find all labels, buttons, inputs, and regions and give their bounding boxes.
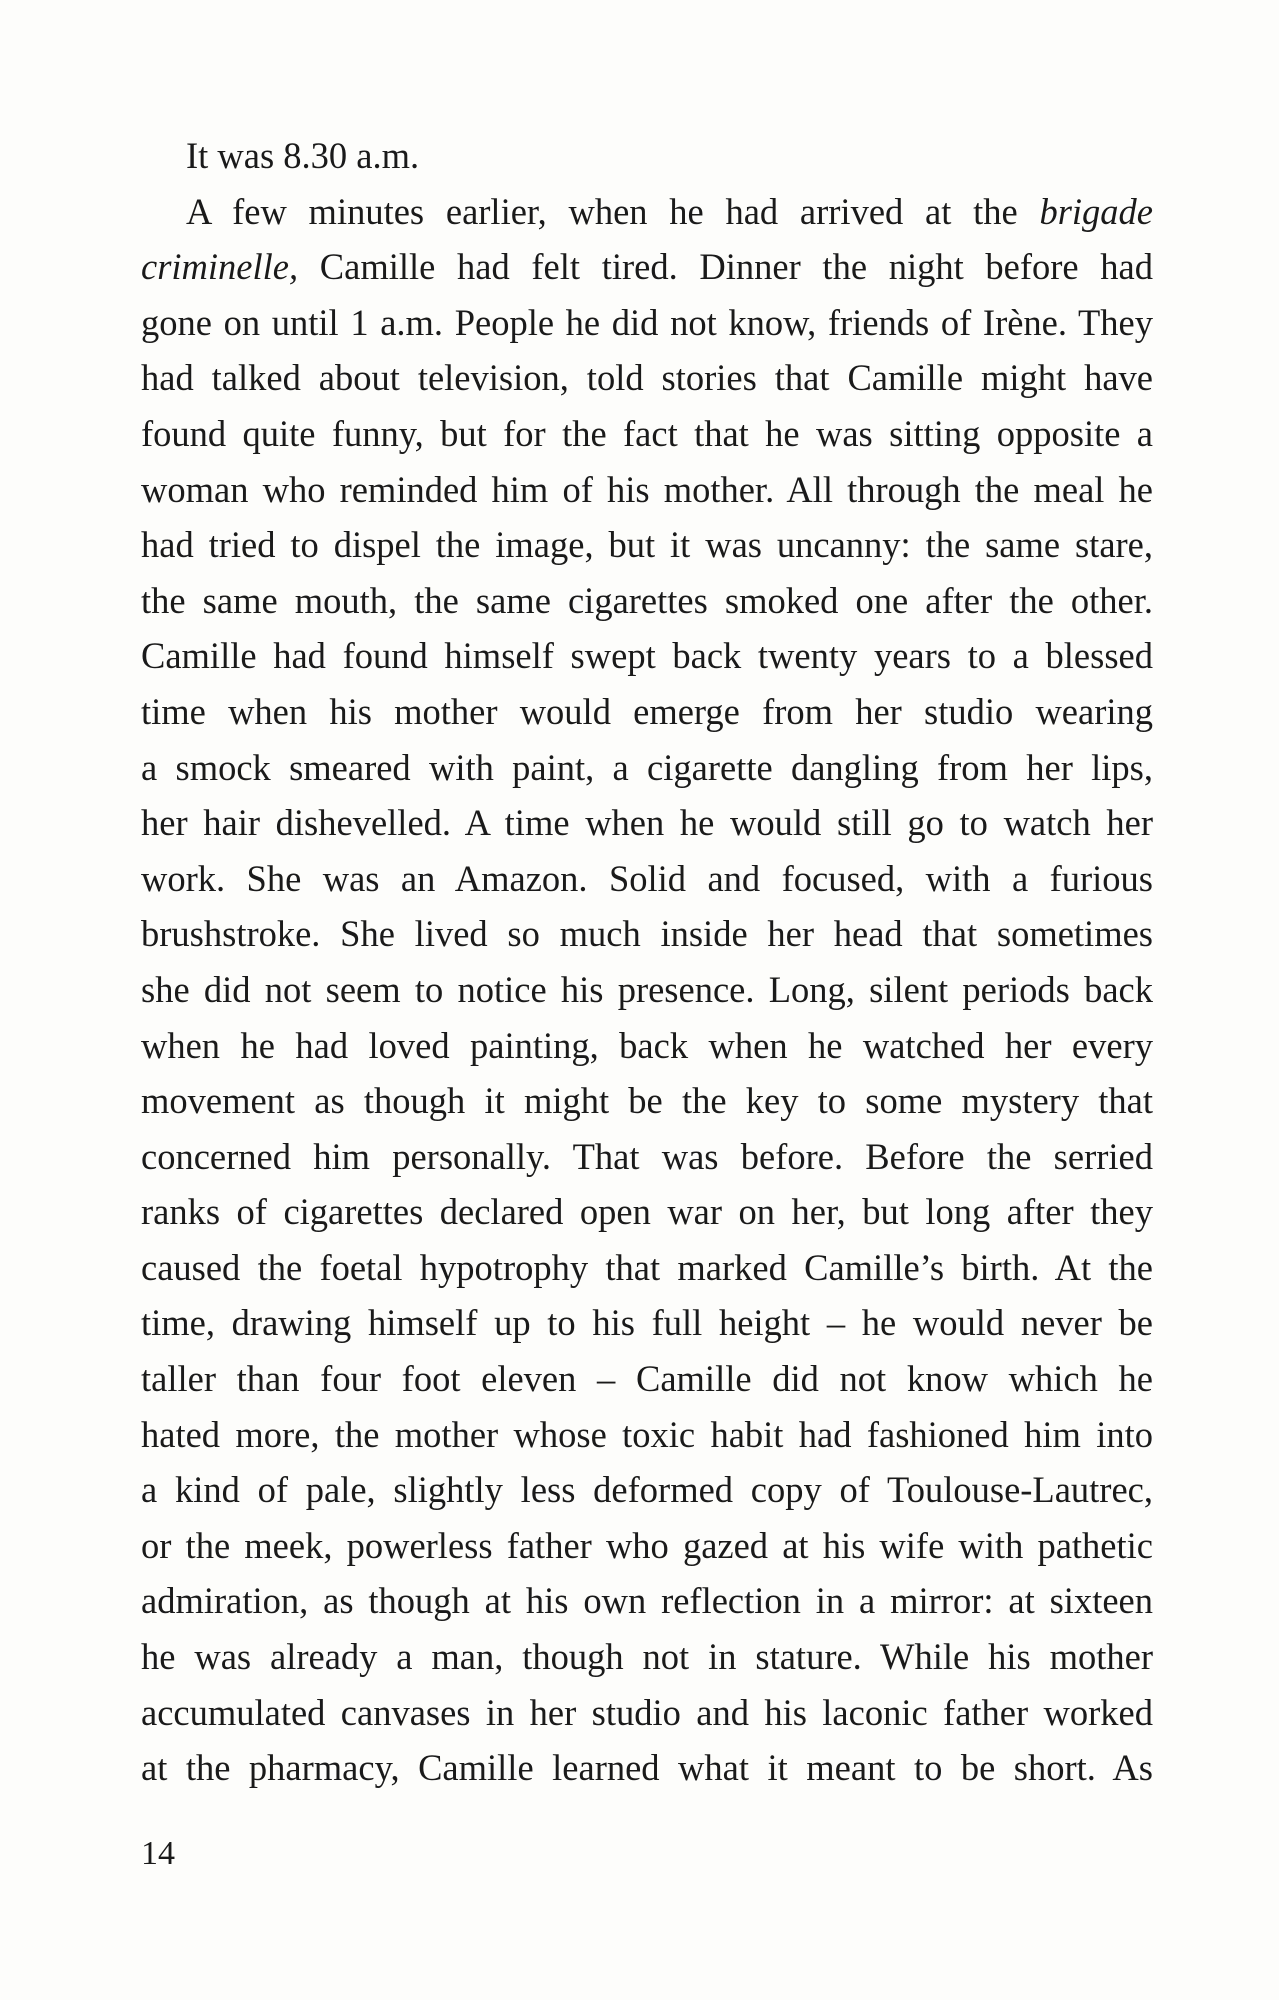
text-segment: had talked about television, told stories that Camille might have: [141, 357, 1153, 399]
text-segment: at the pharmacy, Camille learned what it meant to be short. As: [141, 1747, 1153, 1789]
text-segment: time when his mother would emerge from her studio wearing: [141, 690, 1153, 732]
italic-text: brigade: [1039, 190, 1153, 232]
text-segment: It was 8.30 a.m.: [186, 135, 420, 176]
text-line: [141, 1462, 1153, 1518]
paragraph-first-line: [141, 128, 1153, 184]
text-segment: admiration, as though at his own reflection in a mirror: at sixteen: [141, 1580, 1153, 1622]
text-segment: he was already a man, though not in stature. While his mother: [141, 1636, 1153, 1678]
text-line: [141, 795, 1153, 851]
text-segment: found quite funny, but for the fact that he was sitting opposite a: [141, 412, 1153, 454]
text-line: [141, 1740, 1153, 1796]
text-segment: A few minutes earlier, when he had arrived at the: [186, 190, 1040, 232]
text-segment: a smock smeared with paint, a cigarette dangling from her lips,: [141, 746, 1153, 788]
text-line: [141, 1018, 1153, 1074]
text-line: [141, 906, 1153, 962]
body-text: [141, 128, 1153, 1796]
text-line: [141, 684, 1153, 740]
text-segment: ranks of cigarettes declared open war on her, but long after they: [141, 1191, 1153, 1233]
text-line: [141, 1184, 1153, 1240]
text-segment: or the meek, powerless father who gazed at his wife with pathetic: [141, 1524, 1153, 1566]
text-segment: concerned him personally. That was before. Before the serried: [141, 1135, 1153, 1177]
text-line: [141, 851, 1153, 907]
text-line: [141, 740, 1153, 796]
text-line: [141, 1407, 1153, 1463]
text-line: [141, 1129, 1153, 1185]
text-line: [141, 462, 1153, 518]
text-line: [141, 1295, 1153, 1351]
text-line: [141, 239, 1153, 295]
text-line: [141, 406, 1153, 462]
text-line: [141, 1573, 1153, 1629]
text-segment: brushstroke. She lived so much inside her head that sometimes: [141, 913, 1153, 955]
text-line: [141, 517, 1153, 573]
text-segment: hated more, the mother whose toxic habit had fashioned him into: [141, 1413, 1153, 1455]
text-segment: gone on until 1 a.m. People he did not know, friends of Irène. They: [141, 301, 1153, 343]
page-number: 14: [141, 1835, 175, 1872]
text-line: [141, 1518, 1153, 1574]
text-segment: work. She was an Amazon. Solid and focused, with a furious: [141, 857, 1153, 899]
paragraph-first-line: [141, 184, 1153, 240]
text-line: [141, 1240, 1153, 1296]
text-segment: the same mouth, the same cigarettes smoked one after the other.: [141, 579, 1153, 621]
text-line: [141, 1629, 1153, 1685]
text-segment: movement as though it might be the key to some mystery that: [141, 1080, 1153, 1122]
text-segment: time, drawing himself up to his full height – he would never be: [141, 1302, 1153, 1344]
text-segment: had tried to dispel the image, but it was uncanny: the same stare,: [141, 524, 1153, 566]
text-line: [141, 573, 1153, 629]
text-line: [141, 628, 1153, 684]
text-segment: accumulated canvases in her studio and his laconic father worked: [141, 1691, 1153, 1733]
text-segment: Camille had found himself swept back twenty years to a blessed: [141, 635, 1153, 677]
text-segment: when he had loved painting, back when he watched her every: [141, 1024, 1153, 1066]
text-segment: a kind of pale, slightly less deformed copy of Toulouse-Lautrec,: [141, 1469, 1153, 1511]
text-segment: she did not seem to notice his presence. Long, silent periods back: [141, 968, 1153, 1010]
text-line: [141, 1685, 1153, 1741]
text-line: [141, 295, 1153, 351]
text-line: [141, 962, 1153, 1018]
text-line: [141, 1073, 1153, 1129]
text-segment: taller than four foot eleven – Camille did not know which he: [141, 1358, 1153, 1400]
text-line: [141, 350, 1153, 406]
text-segment: Camille had felt tired. Dinner the night before had: [298, 246, 1153, 288]
italic-text: criminelle,: [141, 246, 299, 288]
text-segment: her hair dishevelled. A time when he would still go to watch her: [141, 802, 1153, 844]
text-segment: caused the foetal hypotrophy that marked Camille’s birth. At the: [141, 1246, 1153, 1288]
text-segment: woman who reminded him of his mother. All through the meal he: [141, 468, 1153, 510]
text-line: [141, 1351, 1153, 1407]
